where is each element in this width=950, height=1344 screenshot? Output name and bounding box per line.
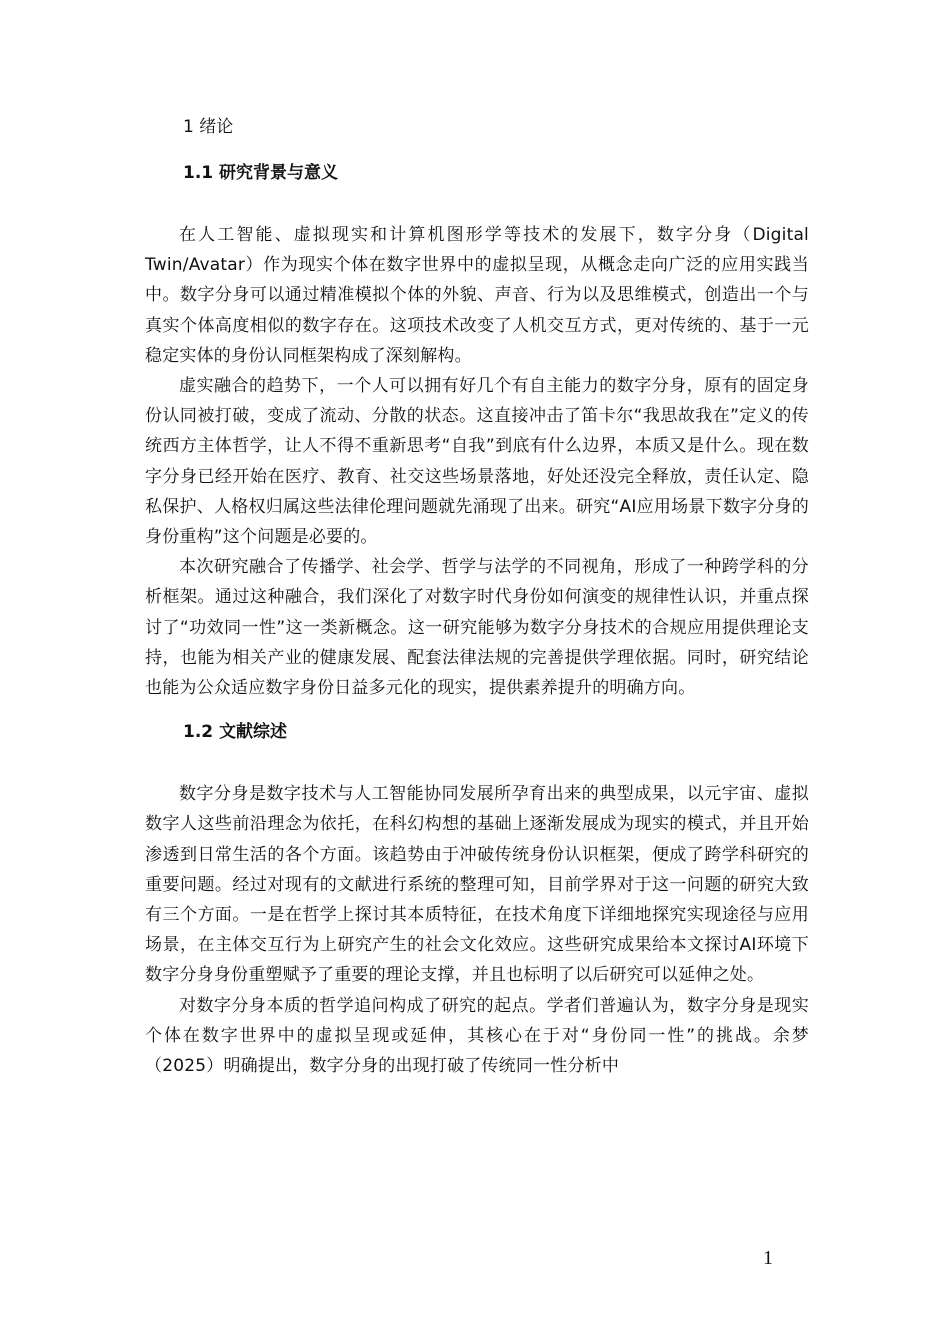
- paragraph: 虚实融合的趋势下，一个人可以拥有好几个有自主能力的数字分身，原有的固定身份认同被打破，变成了流动、分散的状态。这直接冲击了笛卡尔“我思故我在”定义的传统西方主体哲学，让人不得不重新思考“自我”到底有什么边界，本质又是什么。现在数字分身已经开始在医疗、教育、社交这些场景落地，好处还没完全释放，责任认定、隐私保护、人格权归属这些法律伦理问题就先涌现了出来。研究“AI应用场景下数字分身的身份重构”这个问题是必要的。: [145, 376, 809, 548]
- paragraph: 对数字分身本质的哲学追问构成了研究的起点。学者们普遍认为，数字分身是现实个体在数字世界中的虚拟呈现或延伸，其核心在于对“身份同一性”的挑战。余梦（2025）明确提出，数字分身的出现打破了传统同一性分析中: [145, 995, 809, 1077]
- spacer: [145, 703, 809, 717]
- page-number: 1: [763, 1247, 773, 1269]
- page-body: [145, 112, 809, 1081]
- chapter-title: 1 绪论: [183, 117, 234, 137]
- paragraph: 在人工智能、虚拟现实和计算机图形学等技术的发展下，数字分身（Digital Twin/Avatar）作为现实个体在数字世界中的虚拟呈现，从概念走向广泛的应用实践当中。数字分身可以通过精准模拟个体的外貌、声音、行为以及思维模式，创造出一个与真实个体高度相似的数字存在。这项技术改变了人机交互方式，更对传统的、基于一元稳定实体的身份认同框架构成了深刻解构。: [145, 225, 809, 366]
- section-title-1-2: 1.2 文献综述: [183, 722, 288, 743]
- paragraph: 数字分身是数字技术与人工智能协同发展所孕育出来的典型成果，以元宇宙、虚拟数字人这些前沿理念为依托，在科幻构想的基础上逐渐发展成为现实的模式，并且开始渗透到日常生活的各个方面。该趋势由于冲破传统身份认识框架，便成了跨学科研究的重要问题。经过对现有的文献进行系统的整理可知，目前学界对于这一问题的研究大致有三个方面。一是在哲学上探讨其本质特征，在技术角度下详细地探究实现途径与应用场景，在主体交互行为上研究产生的社会文化效应。这些研究成果给本文探讨AI环境下数字分身身份重塑赋予了重要的理论支撑，并且也标明了以后研究可以延伸之处。: [145, 784, 809, 986]
- spacer: [145, 188, 809, 220]
- section-title-1-1: 1.1 研究背景与意义: [183, 163, 339, 183]
- paragraph: 本次研究融合了传播学、社会学、哲学与法学的不同视角，形成了一种跨学科的分析框架。通过这种融合，我们深化了对数字时代身份如何演变的规律性认识，并重点探讨了“功效同一性”这一类新概念。这一研究能够为数字分身技术的合规应用提供理论支持，也能为相关产业的健康发展、配套法律法规的完善提供学理依据。同时，研究结论也能为公众适应数字身份日益多元化的现实，提供素养提升的明确方向。: [145, 557, 809, 699]
- spacer: [145, 747, 809, 779]
- spacer: [145, 142, 809, 158]
